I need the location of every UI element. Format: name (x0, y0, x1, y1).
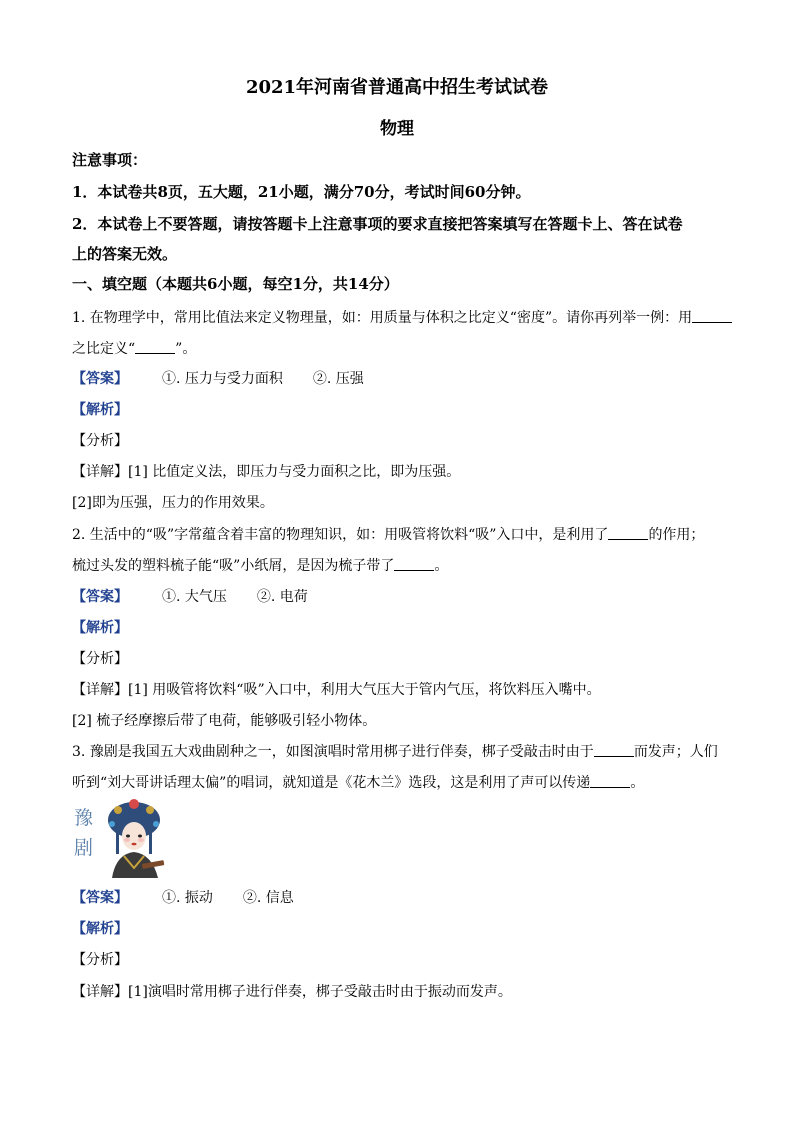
yuju-opera-illustration (72, 798, 168, 878)
exam-title: 2021年河南省普通高中招生考试试卷 (245, 77, 549, 98)
q1-xiangjie: 【详解】[1] 比值定义法，即压力与受力面积之比，即为压强。 (72, 464, 461, 480)
q3-blank-1 (594, 742, 634, 757)
q3-stem-suffix-1: 而发声；人们 (633, 744, 718, 760)
q1-extra: [2]即为压强，压力的作用效果。 (72, 495, 274, 511)
q3-jiexi-tag: 【解析】 (72, 921, 128, 937)
q1-stem-line-1 (72, 308, 732, 328)
q2-stem-line-1 (72, 525, 732, 545)
q1-answer (72, 369, 732, 389)
q1-answer-2: ②. 压强 (312, 371, 364, 387)
notes-item-2-line-1: 2．本试卷上不要答题，请按答题卡上注意事项的要求直接把答案填写在答题卡上、答在试卷 (72, 215, 683, 233)
q3-blank-2 (590, 773, 630, 788)
yuju-char-1: 豫 (74, 807, 94, 829)
q1-blank-1 (692, 308, 732, 323)
face (122, 822, 146, 850)
q1-stem-suffix: ”。 (175, 341, 197, 357)
q3-stem-prefix-2: 听到“刘大哥讲话理太偏”的唱词，就知道是《花木兰》选段，这是利用了声可以传递 (72, 775, 591, 791)
q2-fenxi-tag: 【分析】 (72, 651, 128, 667)
q1-stem-prefix: 之比定义“ (72, 341, 136, 357)
q1-answer-1: ①. 压力与受力面积 (162, 371, 283, 387)
q3-answer-1: ①. 振动 (162, 890, 213, 906)
q3-stem-prefix-1: 3. 豫剧是我国五大戏曲剧种之一，如图演唱时常用梆子进行伴奏，梆子受敲击时由于 (72, 744, 594, 760)
q2-stem-suffix-2: 。 (434, 558, 449, 574)
notes-item-1: 1．本试卷共8页，五大题，21小题，满分70分，考试时间60分钟。 (72, 183, 531, 201)
q1-answer-tag: 【答案】 (72, 371, 128, 387)
q1-stem-text: 1. 在物理学中，常用比值法来定义物理量，如：用质量与体积之比定义“密度”。请你再列举一例：用 (72, 310, 693, 326)
q2-answer (72, 587, 732, 607)
q2-blank-2 (394, 556, 434, 571)
q1-fenxi-tag: 【分析】 (72, 433, 128, 449)
q2-jiexi-tag: 【解析】 (72, 620, 128, 636)
q3-stem-line-2 (72, 773, 732, 793)
yuju-char-2: 剧 (74, 837, 94, 859)
q1-jiexi-tag: 【解析】 (72, 402, 128, 418)
notes-heading: 注意事项： (72, 151, 148, 169)
q3-answer-tag: 【答案】 (72, 890, 128, 906)
q2-stem-suffix-1: 的作用； (648, 527, 705, 543)
q2-blank-1 (608, 525, 648, 540)
q3-answer-2: ②. 信息 (242, 890, 294, 906)
notes-item-2-line-2: 上的答案无效。 (72, 245, 178, 263)
opera-figure-icon (72, 798, 168, 878)
q3-xiangjie: 【详解】[1]演唱时常用梆子进行伴奏，梆子受敲击时由于振动而发声。 (72, 984, 512, 1000)
q2-stem-prefix-1: 2. 生活中的“吸”字常蕴含着丰富的物理知识，如：用吸管将饮料“吸”入口中，是利用了 (72, 527, 609, 543)
q2-extra: [2] 梳子经摩擦后带了电荷，能够吸引轻小物体。 (72, 713, 377, 729)
q2-stem-prefix-2: 梳过头发的塑料梳子能“吸”小纸屑，是因为梳子带了 (72, 558, 395, 574)
section-1-heading: 一、填空题（本题共6小题，每空1分，共14分） (72, 275, 399, 293)
q2-answer-2: ②. 电荷 (256, 589, 308, 605)
q1-blank-2 (135, 339, 175, 354)
q2-stem-line-2 (72, 556, 732, 576)
q3-fenxi-tag: 【分析】 (72, 952, 128, 968)
q2-answer-1: ①. 大气压 (162, 589, 227, 605)
q3-answer (72, 888, 732, 908)
subject-title: 物理 (380, 119, 414, 139)
q1-stem-line-2 (72, 339, 732, 359)
q3-stem-line-1 (72, 742, 732, 762)
q2-xiangjie: 【详解】[1] 用吸管将饮料“吸”入口中，利用大气压大于管内气压，将饮料压入嘴中。 (72, 682, 601, 698)
q3-stem-suffix-2: 。 (630, 775, 645, 791)
q2-answer-tag: 【答案】 (72, 589, 128, 605)
